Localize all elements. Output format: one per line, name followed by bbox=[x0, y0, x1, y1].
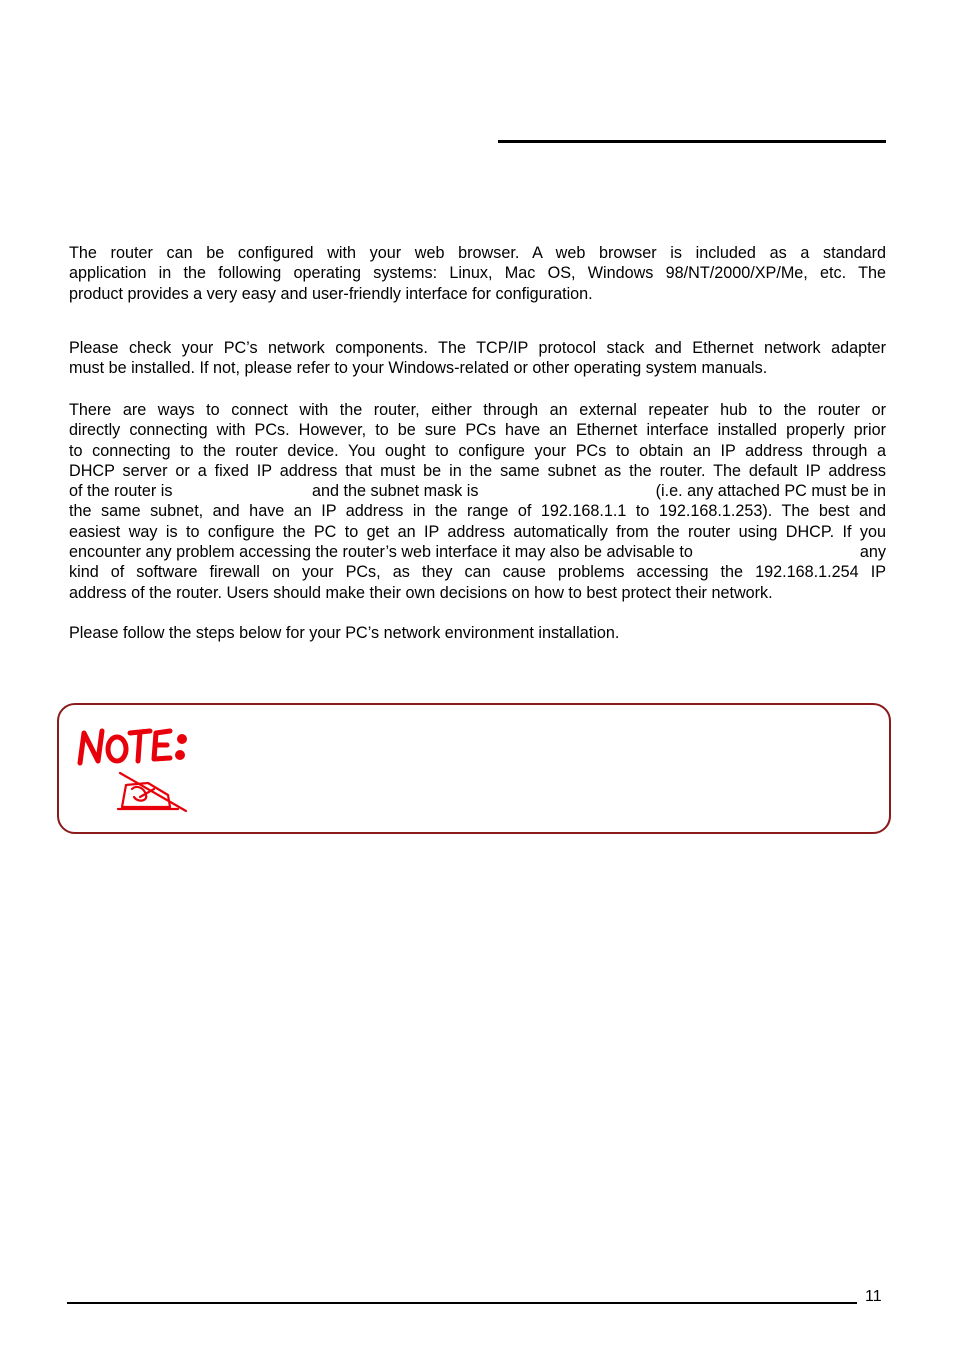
page-number: 11 bbox=[865, 1288, 882, 1305]
connect-text-segment: any bbox=[859, 543, 886, 562]
connect-line: easiest way is to configure the PC to get an IP address automatically from the router using DHCP. If you bbox=[69, 522, 886, 541]
connect-line: to connecting to the router device. You ought to configure your PCs to obtain an IP address through a bbox=[69, 441, 886, 460]
pen-hand-icon bbox=[118, 773, 186, 811]
connect-text-segment: (i.e. any attached PC must be in bbox=[655, 482, 886, 501]
connect-line-gapped bbox=[69, 542, 886, 562]
connect-text-segment: encounter any problem accessing the router’s web interface it may also be advisable to bbox=[69, 543, 693, 562]
connect-line-gapped bbox=[69, 481, 886, 501]
check-paragraph bbox=[69, 338, 886, 379]
connect-line: directly connecting with PCs. However, to be sure PCs have an Ethernet interface installed properly prior bbox=[69, 421, 886, 440]
intro-line: application in the following operating systems: Linux, Mac OS, Windows 98/NT/2000/XP/Me, etc. The bbox=[69, 264, 886, 283]
check-line: must be installed. If not, please refer to your Windows-related or other operating system manuals. bbox=[69, 359, 768, 378]
note-logo bbox=[74, 725, 194, 815]
connect-line: the same subnet, and have an IP address in the range of 192.168.1.1 to 192.168.1.253). The best and bbox=[69, 502, 886, 521]
connect-line: kind of software firewall on your PCs, as they can cause problems accessing the 192.168.1.254 IP bbox=[69, 563, 886, 582]
follow-paragraph: Please follow the steps below for your PC’s network environment installation. bbox=[69, 624, 620, 642]
title-rule bbox=[498, 140, 886, 143]
connect-line: There are ways to connect with the router, either through an external repeater hub to the router or bbox=[69, 401, 886, 419]
connect-text-segment: and the subnet mask is bbox=[312, 482, 479, 501]
footer-rule bbox=[67, 1302, 857, 1304]
intro-paragraph bbox=[69, 243, 886, 304]
connect-line: DHCP server or a fixed IP address that must be in the same subnet as the router. The default IP address bbox=[69, 461, 886, 480]
note-lettering bbox=[80, 731, 185, 763]
check-line: Please check your PC’s network components. The TCP/IP protocol stack and Ethernet network adapter bbox=[69, 339, 886, 357]
connect-paragraph bbox=[69, 400, 886, 603]
intro-line: product provides a very easy and user-friendly interface for configuration. bbox=[69, 284, 593, 303]
connect-line: address of the router. Users should make their own decisions on how to best protect their network. bbox=[69, 583, 773, 602]
intro-line: The router can be configured with your web browser. A web browser is included as a standard bbox=[69, 244, 886, 262]
connect-text-segment: of the router is bbox=[69, 482, 173, 501]
